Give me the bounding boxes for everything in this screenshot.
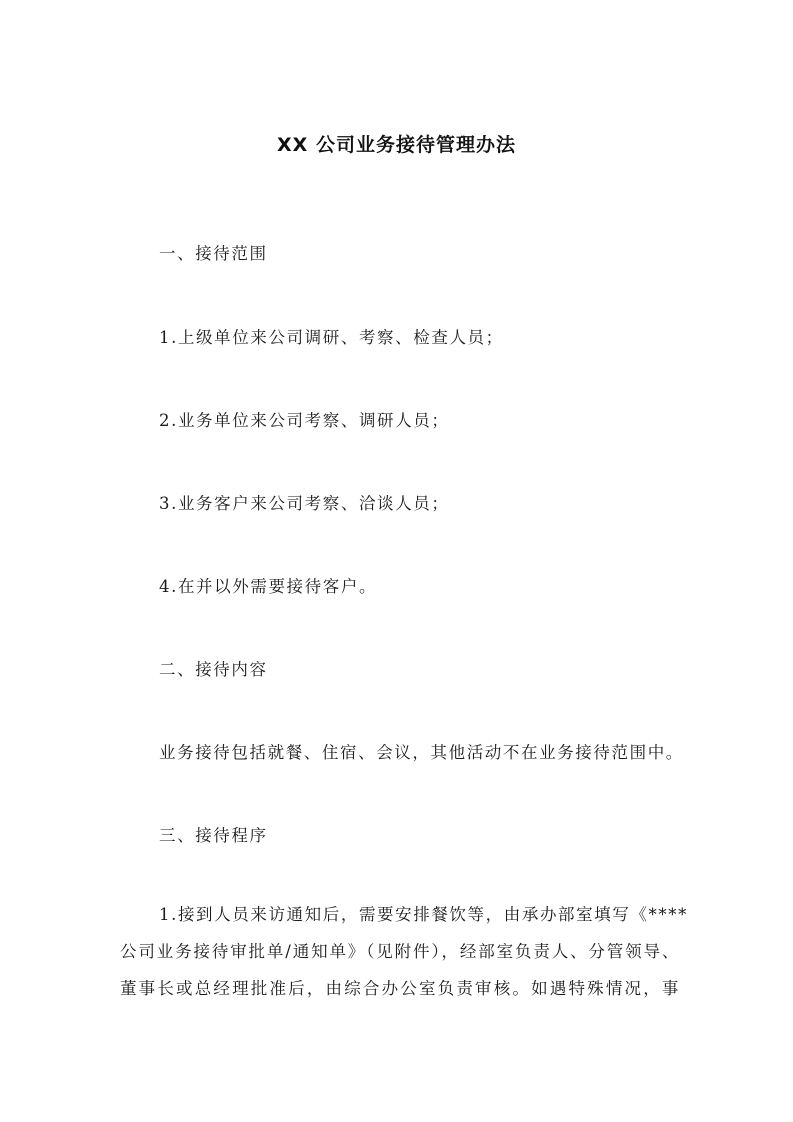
document-title: XX 公司业务接待管理办法 — [277, 134, 516, 156]
section-heading-procedure: 三、接待程序 — [159, 826, 268, 845]
scope-item-4: 4.在并以外需要接待客户。 — [159, 577, 378, 596]
section-heading-scope: 一、接待范围 — [159, 244, 268, 263]
section-heading-content: 二、接待内容 — [159, 660, 268, 679]
procedure-line-1: 1.接到人员来访通知后，需要安排餐饮等，由承办部室填写《**** — [159, 905, 688, 924]
scope-item-2: 2.业务单位来公司考察、调研人员； — [159, 411, 450, 430]
content-body: 业务接待包括就餐、住宿、会议，其他活动不在业务接待范围中。 — [159, 743, 684, 762]
procedure-line-2: 公司业务接待审批单/通知单》（见附件），经部室负责人、分管领导、 — [120, 942, 680, 961]
procedure-paragraph — [120, 905, 688, 1016]
scope-item-1: 1.上级单位来公司调研、考察、检查人员； — [159, 328, 504, 347]
scope-item-3: 3.业务客户来公司考察、洽谈人员； — [159, 494, 450, 513]
procedure-line-3: 董事长或总经理批准后，由综合办公室负责审核。如遇特殊情况，事 — [120, 979, 680, 998]
